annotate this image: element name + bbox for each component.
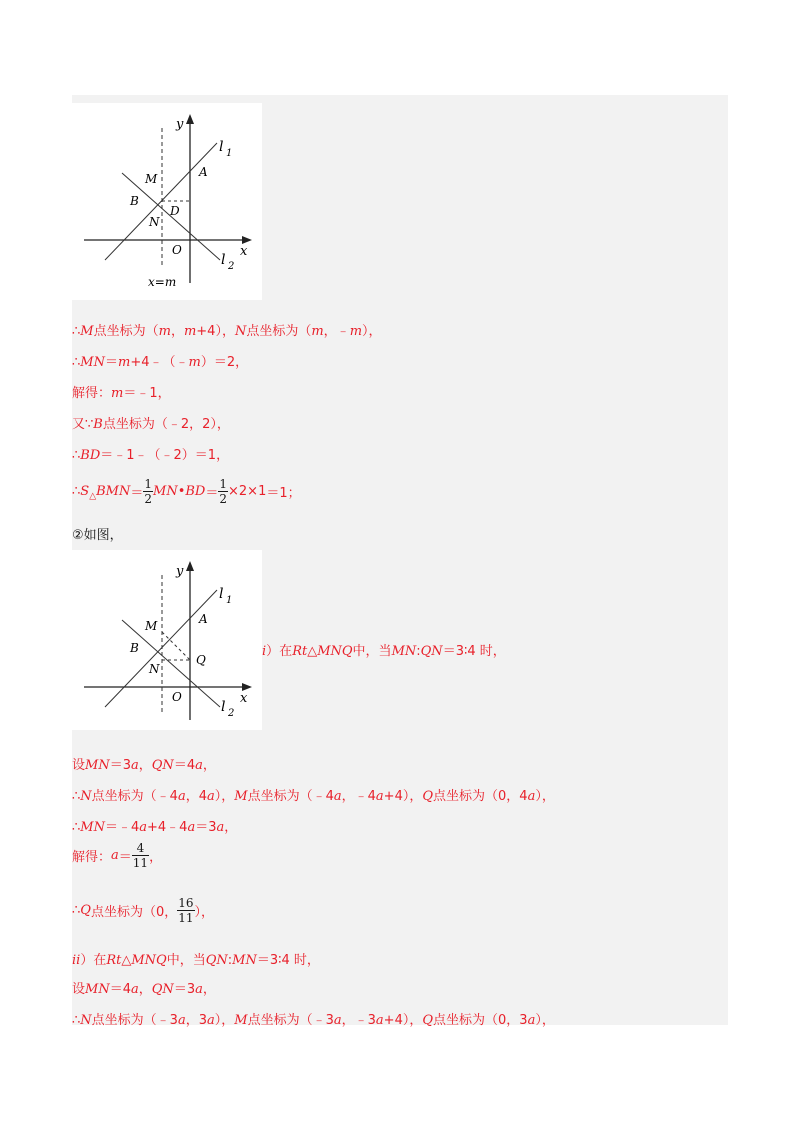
label-l2: l	[221, 699, 226, 715]
fraction-one-half-b: $\frac{1}{2}$	[219, 477, 228, 506]
label-d: D	[170, 204, 180, 218]
line-solve-a-i: 解得：a＝ $\frac{4}{11}$ ，	[72, 841, 163, 870]
line-area-bmn: $\therefore S_\triangle BMN=$ $\frac{1}{2}$ MN•BD＝ $\frac{1}{2}$ ×2×1＝1；	[72, 477, 301, 506]
x-axis-arrow	[242, 236, 252, 244]
line-mn-length: ∴MN＝m+4﹣（﹣m）＝2，	[72, 355, 249, 370]
line-case-two-heading: ②如图，	[72, 528, 123, 543]
line-q-coordinates-i: ∴Q点坐标为（0， $\frac{16}{11}$ ），	[72, 896, 215, 925]
segment-mq	[162, 632, 190, 660]
label-y: y	[176, 564, 184, 579]
label-x: x	[240, 244, 248, 259]
line-m-n-coordinates: ∴M点坐标为（m，m+4），N点坐标为（m，﹣m），	[72, 324, 382, 339]
line-b-coordinates: 又∵B点坐标为（﹣2，2），	[72, 417, 230, 432]
line-set-mn-qn-ii: 设MN＝4a，QN＝3a，	[72, 982, 216, 997]
line-solve-m: 解得：m＝﹣1，	[72, 386, 171, 401]
label-o: O	[172, 243, 182, 257]
label-l1: l	[219, 139, 224, 155]
label-a: A	[199, 612, 208, 626]
figure-1	[72, 103, 262, 300]
label-l1: l	[219, 586, 224, 602]
figure-2	[72, 550, 262, 730]
label-l2-sub: 2	[228, 708, 235, 719]
label-q: Q	[196, 653, 206, 667]
label-m: M	[145, 172, 158, 186]
label-b: B	[130, 194, 139, 208]
label-l1-sub: 1	[226, 148, 233, 159]
line-case-ii: ii）在Rt△MNQ中，当QN:MN＝3∶4 时，	[72, 953, 320, 968]
label-x-eq-m: x=m	[148, 275, 177, 289]
label-n: N	[149, 662, 160, 676]
line-coordinates-ii: ∴N点坐标为（﹣3a，3a），M点坐标为（﹣3a，﹣3a+4），Q点坐标为（0，3a），	[72, 1013, 555, 1028]
label-l2-sub: 2	[228, 261, 235, 272]
label-m: M	[145, 619, 158, 633]
y-axis-arrow	[186, 114, 194, 124]
line-bd-length: ∴BD＝﹣1﹣（﹣2）＝1，	[72, 448, 230, 463]
coordinate-diagram-1	[72, 103, 262, 300]
line-case-i: i）在Rt△MNQ中，当MN:QN＝3∶4 时，	[262, 644, 506, 659]
label-n: N	[149, 215, 160, 229]
label-b: B	[130, 641, 139, 655]
line-set-mn-qn-i: 设MN＝3a，QN＝4a，	[72, 758, 216, 773]
line-coordinates-i: ∴N点坐标为（﹣4a，4a），M点坐标为（﹣4a，﹣4a+4），Q点坐标为（0，4a），	[72, 789, 555, 804]
coordinate-diagram-2	[72, 550, 262, 730]
label-o: O	[172, 690, 182, 704]
y-axis-arrow	[186, 561, 194, 571]
fraction-four-elevenths: $\frac{4}{11}$	[132, 841, 149, 870]
line-mn-equation-i: ∴MN＝﹣4a+4﹣4a＝3a，	[72, 820, 238, 835]
fraction-sixteen-elevenths: $\frac{16}{11}$	[178, 896, 194, 925]
label-a: A	[199, 165, 208, 179]
label-y: y	[176, 117, 184, 132]
label-l1-sub: 1	[226, 595, 233, 606]
fraction-one-half-a: $\frac{1}{2}$	[144, 477, 153, 506]
label-l2: l	[221, 252, 226, 268]
x-axis-arrow	[242, 683, 252, 691]
label-x: x	[240, 691, 248, 706]
